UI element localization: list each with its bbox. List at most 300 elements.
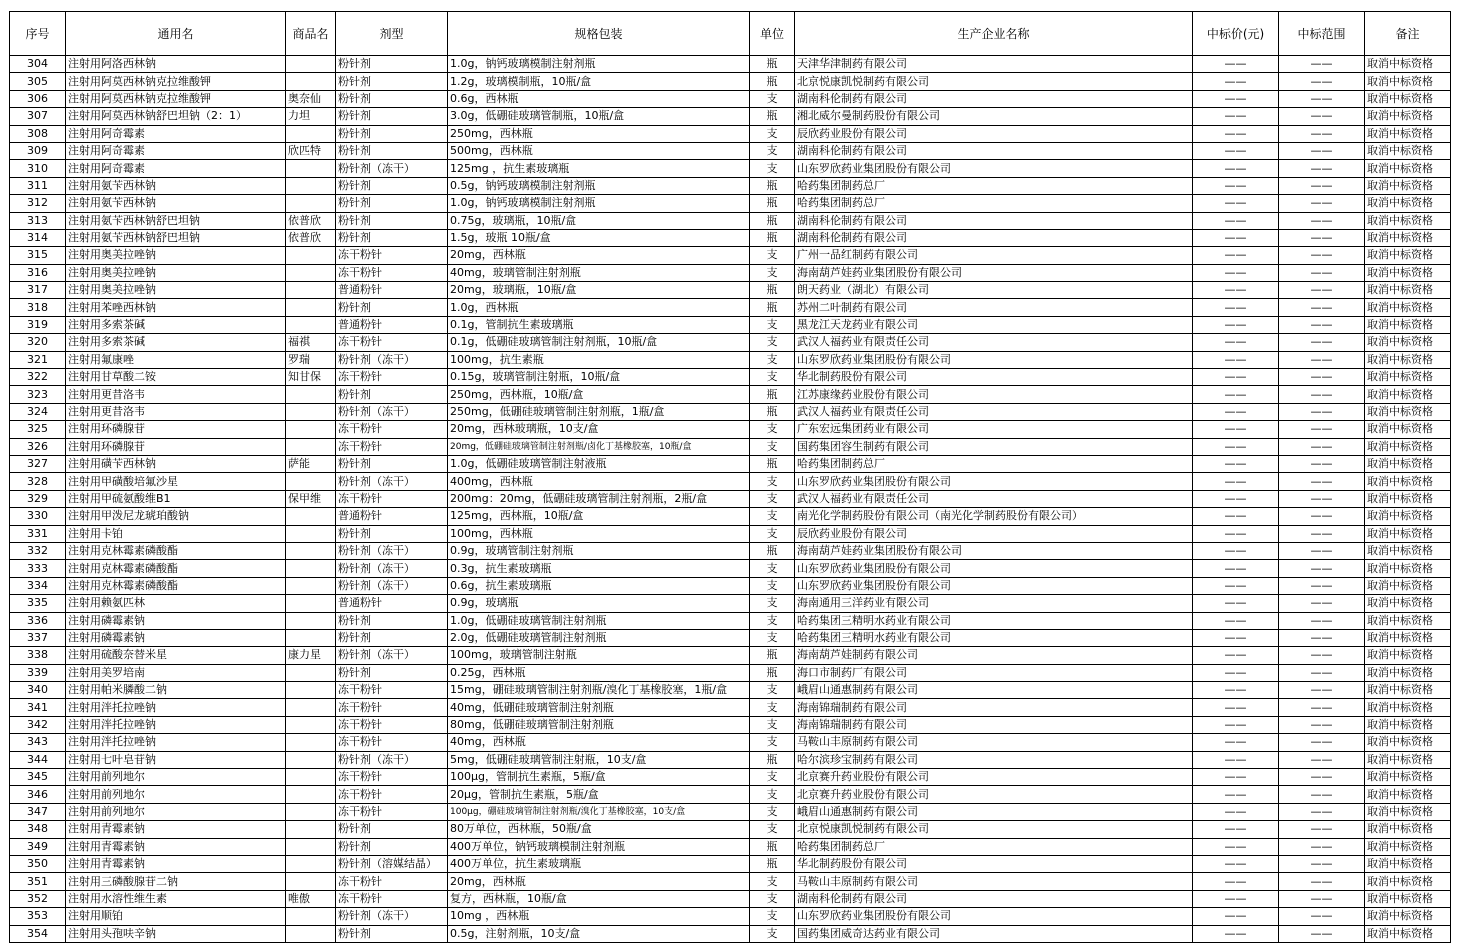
cell-bid-price: —— xyxy=(1193,612,1279,629)
cell-no: 335 xyxy=(10,595,66,612)
table-row xyxy=(10,716,1451,733)
cell-remark: 取消中标资格 xyxy=(1365,73,1451,90)
cell-remark: 取消中标资格 xyxy=(1365,734,1451,751)
cell-bid-price: —— xyxy=(1193,247,1279,264)
cell-manufacturer: 北京赛升药业股份有限公司 xyxy=(795,769,1193,786)
cell-bid-range: —— xyxy=(1279,629,1365,646)
cell-remark: 取消中标资格 xyxy=(1365,699,1451,716)
cell-no: 307 xyxy=(10,108,66,125)
cell-brand-name xyxy=(286,316,336,333)
cell-bid-range: —— xyxy=(1279,73,1365,90)
cell-remark: 取消中标资格 xyxy=(1365,490,1451,507)
cell-unit: 瓶 xyxy=(750,403,795,420)
cell-generic-name: 注射用磺苄西林钠 xyxy=(66,455,286,472)
cell-specification: 400万单位，抗生素玻璃瓶 xyxy=(448,855,750,872)
cell-manufacturer: 华北制药股份有限公司 xyxy=(795,369,1193,386)
cell-unit: 支 xyxy=(750,734,795,751)
cell-brand-name xyxy=(286,299,336,316)
cell-bid-price: —— xyxy=(1193,769,1279,786)
cell-dosage-form: 冻干粉针 xyxy=(336,769,448,786)
cell-manufacturer: 山东罗欣药业集团股份有限公司 xyxy=(795,351,1193,368)
cell-bid-price: —— xyxy=(1193,890,1279,907)
cell-no: 350 xyxy=(10,855,66,872)
table-row xyxy=(10,229,1451,246)
cell-manufacturer: 湖南科伦制药有限公司 xyxy=(795,142,1193,159)
table-row xyxy=(10,56,1451,73)
cell-no: 346 xyxy=(10,786,66,803)
cell-manufacturer: 广东宏远集团药业有限公司 xyxy=(795,421,1193,438)
cell-remark: 取消中标资格 xyxy=(1365,664,1451,681)
cell-dosage-form: 粉针剂（冻干） xyxy=(336,560,448,577)
cell-no: 321 xyxy=(10,351,66,368)
cell-remark: 取消中标资格 xyxy=(1365,299,1451,316)
cell-specification: 0.6g，西林瓶 xyxy=(448,90,750,107)
cell-remark: 取消中标资格 xyxy=(1365,421,1451,438)
cell-bid-range: —— xyxy=(1279,647,1365,664)
cell-manufacturer: 山东罗欣药业集团股份有限公司 xyxy=(795,908,1193,925)
cell-generic-name: 注射用环磷腺苷 xyxy=(66,421,286,438)
table-row xyxy=(10,664,1451,681)
cell-specification: 20mg，西林玻璃瓶，10支/盒 xyxy=(448,421,750,438)
cell-specification: 125mg ，抗生素玻璃瓶 xyxy=(448,160,750,177)
cell-remark: 取消中标资格 xyxy=(1365,508,1451,525)
cell-specification: 400万单位，钠钙玻璃模制注射剂瓶 xyxy=(448,838,750,855)
cell-dosage-form: 粉针剂 xyxy=(336,299,448,316)
cell-unit: 支 xyxy=(750,873,795,890)
cell-generic-name: 注射用克林霉素磷酸酯 xyxy=(66,577,286,594)
cell-manufacturer: 湖南科伦制药有限公司 xyxy=(795,90,1193,107)
cell-no: 349 xyxy=(10,838,66,855)
cell-dosage-form: 冻干粉针 xyxy=(336,247,448,264)
cell-specification: 复方，西林瓶，10瓶/盒 xyxy=(448,890,750,907)
cell-dosage-form: 冻干粉针 xyxy=(336,682,448,699)
cell-generic-name: 注射用克林霉素磷酸酯 xyxy=(66,560,286,577)
cell-dosage-form: 粉针剂（冻干） xyxy=(336,403,448,420)
cell-manufacturer: 朗天药业（湖北）有限公司 xyxy=(795,282,1193,299)
cell-generic-name: 注射用磷霉素钠 xyxy=(66,612,286,629)
cell-dosage-form: 粉针剂 xyxy=(336,838,448,855)
cell-brand-name xyxy=(286,438,336,455)
cell-specification: 1.2g，玻璃模制瓶，10瓶/盒 xyxy=(448,73,750,90)
cell-dosage-form: 粉针剂（冻干） xyxy=(336,577,448,594)
cell-manufacturer: 哈药集团制药总厂 xyxy=(795,177,1193,194)
cell-bid-price: —— xyxy=(1193,403,1279,420)
cell-manufacturer: 国药集团威奇达药业有限公司 xyxy=(795,925,1193,942)
cell-specification: 0.5g，钠钙玻璃模制注射剂瓶 xyxy=(448,177,750,194)
cell-unit: 支 xyxy=(750,682,795,699)
header-no: 序号 xyxy=(10,12,66,56)
cell-dosage-form: 粉针剂（冻干） xyxy=(336,751,448,768)
cell-brand-name xyxy=(286,577,336,594)
cell-brand-name xyxy=(286,838,336,855)
cell-specification: 100mg，玻璃管制注射瓶 xyxy=(448,647,750,664)
cell-generic-name: 注射用甘草酸二铵 xyxy=(66,369,286,386)
cell-generic-name: 注射用奥美拉唑钠 xyxy=(66,247,286,264)
cell-generic-name: 注射用阿洛西林钠 xyxy=(66,56,286,73)
cell-bid-price: —— xyxy=(1193,490,1279,507)
cell-bid-range: —— xyxy=(1279,716,1365,733)
cell-brand-name xyxy=(286,873,336,890)
cell-specification: 0.9g，玻璃管制注射剂瓶 xyxy=(448,542,750,559)
cell-bid-range: —— xyxy=(1279,838,1365,855)
cell-bid-range: —— xyxy=(1279,751,1365,768)
cell-unit: 支 xyxy=(750,490,795,507)
cell-remark: 取消中标资格 xyxy=(1365,90,1451,107)
cell-bid-range: —— xyxy=(1279,873,1365,890)
cell-remark: 取消中标资格 xyxy=(1365,316,1451,333)
cell-brand-name xyxy=(286,560,336,577)
cell-unit: 支 xyxy=(750,803,795,820)
cell-remark: 取消中标资格 xyxy=(1365,612,1451,629)
cell-bid-price: —— xyxy=(1193,699,1279,716)
cell-remark: 取消中标资格 xyxy=(1365,386,1451,403)
header-bid-price: 中标价(元) xyxy=(1193,12,1279,56)
cell-unit: 支 xyxy=(750,560,795,577)
cell-bid-range: —— xyxy=(1279,316,1365,333)
cell-brand-name xyxy=(286,786,336,803)
cell-specification: 40mg，玻璃管制注射剂瓶 xyxy=(448,264,750,281)
cell-no: 319 xyxy=(10,316,66,333)
table-row xyxy=(10,803,1451,820)
cell-generic-name: 注射用甲硫氨酸维B1 xyxy=(66,490,286,507)
table-row xyxy=(10,508,1451,525)
cell-generic-name: 注射用更昔洛韦 xyxy=(66,386,286,403)
cell-bid-price: —— xyxy=(1193,908,1279,925)
cell-brand-name xyxy=(286,803,336,820)
cell-bid-price: —— xyxy=(1193,838,1279,855)
cell-generic-name: 注射用环磷腺苷 xyxy=(66,438,286,455)
cell-unit: 支 xyxy=(750,125,795,142)
cell-dosage-form: 普通粉针 xyxy=(336,595,448,612)
cell-dosage-form: 粉针剂（冻干） xyxy=(336,160,448,177)
cell-unit: 瓶 xyxy=(750,108,795,125)
cell-bid-price: —— xyxy=(1193,716,1279,733)
cell-dosage-form: 粉针剂 xyxy=(336,664,448,681)
table-row xyxy=(10,525,1451,542)
cell-manufacturer: 海南葫芦娃制药有限公司 xyxy=(795,647,1193,664)
cell-generic-name: 注射用克林霉素磷酸酯 xyxy=(66,542,286,559)
cell-brand-name: 萨能 xyxy=(286,455,336,472)
cell-generic-name: 注射用阿奇霉素 xyxy=(66,160,286,177)
cell-no: 323 xyxy=(10,386,66,403)
cell-manufacturer: 山东罗欣药业集团股份有限公司 xyxy=(795,473,1193,490)
cell-manufacturer: 哈药集团三精明水药业有限公司 xyxy=(795,629,1193,646)
cell-specification: 80mg，低硼硅玻璃管制注射剂瓶 xyxy=(448,716,750,733)
cell-bid-price: —— xyxy=(1193,682,1279,699)
table-row xyxy=(10,560,1451,577)
cell-manufacturer: 海南锦瑞制药有限公司 xyxy=(795,716,1193,733)
cell-manufacturer: 国药集团容生制药有限公司 xyxy=(795,438,1193,455)
cell-no: 354 xyxy=(10,925,66,942)
cell-remark: 取消中标资格 xyxy=(1365,264,1451,281)
cell-remark: 取消中标资格 xyxy=(1365,751,1451,768)
cell-unit: 瓶 xyxy=(750,664,795,681)
cell-brand-name xyxy=(286,282,336,299)
cell-bid-range: —— xyxy=(1279,369,1365,386)
cell-bid-price: —— xyxy=(1193,316,1279,333)
cell-bid-price: —— xyxy=(1193,160,1279,177)
header-remark: 备注 xyxy=(1365,12,1451,56)
cell-bid-range: —— xyxy=(1279,299,1365,316)
cell-remark: 取消中标资格 xyxy=(1365,855,1451,872)
cell-remark: 取消中标资格 xyxy=(1365,682,1451,699)
cell-bid-price: —— xyxy=(1193,855,1279,872)
cell-manufacturer: 北京赛升药业股份有限公司 xyxy=(795,786,1193,803)
cell-brand-name: 依普欣 xyxy=(286,212,336,229)
table-row xyxy=(10,821,1451,838)
cell-generic-name: 注射用前列地尔 xyxy=(66,769,286,786)
cell-manufacturer: 辰欣药业股份有限公司 xyxy=(795,525,1193,542)
cell-specification: 1.0g，低硼硅玻璃管制注射液瓶 xyxy=(448,455,750,472)
cell-specification: 1.0g，钠钙玻璃模制注射剂瓶 xyxy=(448,56,750,73)
cell-bid-range: —— xyxy=(1279,595,1365,612)
cell-remark: 取消中标资格 xyxy=(1365,647,1451,664)
cell-remark: 取消中标资格 xyxy=(1365,473,1451,490)
cell-dosage-form: 冻干粉针 xyxy=(336,803,448,820)
cell-remark: 取消中标资格 xyxy=(1365,803,1451,820)
cell-manufacturer: 湖南科伦制药有限公司 xyxy=(795,890,1193,907)
cell-manufacturer: 山东罗欣药业集团股份有限公司 xyxy=(795,577,1193,594)
cell-dosage-form: 粉针剂（冻干） xyxy=(336,542,448,559)
cell-manufacturer: 湖南科伦制药有限公司 xyxy=(795,212,1193,229)
table-row xyxy=(10,438,1451,455)
cell-generic-name: 注射用硫酸奈替米星 xyxy=(66,647,286,664)
cell-unit: 瓶 xyxy=(750,229,795,246)
cell-generic-name: 注射用阿莫西林钠克拉维酸钾 xyxy=(66,73,286,90)
cell-unit: 瓶 xyxy=(750,647,795,664)
cell-no: 341 xyxy=(10,699,66,716)
table-row xyxy=(10,108,1451,125)
cell-brand-name xyxy=(286,682,336,699)
cell-bid-range: —— xyxy=(1279,160,1365,177)
cell-dosage-form: 粉针剂 xyxy=(336,386,448,403)
cell-specification: 0.1g，低硼硅玻璃管制注射剂瓶，10瓶/盒 xyxy=(448,334,750,351)
cell-bid-price: —— xyxy=(1193,142,1279,159)
cell-bid-price: —— xyxy=(1193,229,1279,246)
table-row xyxy=(10,769,1451,786)
cell-unit: 瓶 xyxy=(750,838,795,855)
cell-bid-range: —— xyxy=(1279,264,1365,281)
cell-remark: 取消中标资格 xyxy=(1365,908,1451,925)
table-row xyxy=(10,212,1451,229)
cell-bid-price: —— xyxy=(1193,195,1279,212)
cell-bid-range: —— xyxy=(1279,612,1365,629)
cell-bid-range: —— xyxy=(1279,682,1365,699)
cell-specification: 100mg，抗生素瓶 xyxy=(448,351,750,368)
cell-dosage-form: 粉针剂 xyxy=(336,56,448,73)
cell-dosage-form: 粉针剂 xyxy=(336,108,448,125)
cell-remark: 取消中标资格 xyxy=(1365,403,1451,420)
cell-brand-name xyxy=(286,716,336,733)
cell-specification: 40mg，低硼硅玻璃管制注射剂瓶 xyxy=(448,699,750,716)
cell-remark: 取消中标资格 xyxy=(1365,351,1451,368)
header-specification: 规格包装 xyxy=(448,12,750,56)
cell-generic-name: 注射用七叶皂苷钠 xyxy=(66,751,286,768)
cell-remark: 取消中标资格 xyxy=(1365,229,1451,246)
cell-no: 343 xyxy=(10,734,66,751)
cell-unit: 支 xyxy=(750,595,795,612)
cell-manufacturer: 山东罗欣药业集团股份有限公司 xyxy=(795,160,1193,177)
cell-unit: 支 xyxy=(750,264,795,281)
cell-generic-name: 注射用阿奇霉素 xyxy=(66,125,286,142)
cell-unit: 支 xyxy=(750,821,795,838)
cell-generic-name: 注射用奥美拉唑钠 xyxy=(66,282,286,299)
table-row xyxy=(10,125,1451,142)
cell-remark: 取消中标资格 xyxy=(1365,177,1451,194)
cell-unit: 瓶 xyxy=(750,855,795,872)
cell-specification: 40mg，西林瓶 xyxy=(448,734,750,751)
cell-remark: 取消中标资格 xyxy=(1365,890,1451,907)
cell-bid-range: —— xyxy=(1279,142,1365,159)
table-row xyxy=(10,264,1451,281)
cell-unit: 瓶 xyxy=(750,299,795,316)
cell-bid-price: —— xyxy=(1193,629,1279,646)
table-row xyxy=(10,612,1451,629)
cell-brand-name xyxy=(286,264,336,281)
cell-brand-name xyxy=(286,542,336,559)
cell-remark: 取消中标资格 xyxy=(1365,212,1451,229)
cell-brand-name: 依普欣 xyxy=(286,229,336,246)
cell-bid-range: —— xyxy=(1279,177,1365,194)
cell-no: 316 xyxy=(10,264,66,281)
cell-generic-name: 注射用氟康唑 xyxy=(66,351,286,368)
cell-remark: 取消中标资格 xyxy=(1365,769,1451,786)
cell-bid-range: —— xyxy=(1279,542,1365,559)
cell-specification: 0.9g，玻璃瓶 xyxy=(448,595,750,612)
cell-remark: 取消中标资格 xyxy=(1365,369,1451,386)
cell-generic-name: 注射用前列地尔 xyxy=(66,786,286,803)
cell-bid-range: —— xyxy=(1279,786,1365,803)
cell-specification: 0.25g，西林瓶 xyxy=(448,664,750,681)
cell-dosage-form: 粉针剂 xyxy=(336,925,448,942)
cell-bid-price: —— xyxy=(1193,438,1279,455)
cell-unit: 支 xyxy=(750,908,795,925)
cell-manufacturer: 武汉人福药业有限责任公司 xyxy=(795,334,1193,351)
cell-specification: 15mg，硼硅玻璃管制注射剂瓶/溴化丁基橡胶塞，1瓶/盒 xyxy=(448,682,750,699)
cell-no: 334 xyxy=(10,577,66,594)
cell-brand-name xyxy=(286,473,336,490)
cell-generic-name: 注射用泮托拉唑钠 xyxy=(66,699,286,716)
cell-unit: 瓶 xyxy=(750,195,795,212)
table-row xyxy=(10,873,1451,890)
cell-specification: 100μg，硼硅玻璃管制注射剂瓶/溴化丁基橡胶塞，10支/盒 xyxy=(448,803,750,820)
cell-remark: 取消中标资格 xyxy=(1365,160,1451,177)
cell-dosage-form: 普通粉针 xyxy=(336,282,448,299)
cell-unit: 瓶 xyxy=(750,177,795,194)
cell-no: 304 xyxy=(10,56,66,73)
cell-remark: 取消中标资格 xyxy=(1365,56,1451,73)
cell-no: 330 xyxy=(10,508,66,525)
cell-no: 309 xyxy=(10,142,66,159)
cell-no: 317 xyxy=(10,282,66,299)
cell-bid-price: —— xyxy=(1193,386,1279,403)
cell-generic-name: 注射用赖氨匹林 xyxy=(66,595,286,612)
cell-manufacturer: 苏州二叶制药有限公司 xyxy=(795,299,1193,316)
cell-specification: 20μg，管制抗生素瓶，5瓶/盒 xyxy=(448,786,750,803)
table-row xyxy=(10,629,1451,646)
cell-manufacturer: 哈尔滨珍宝制药有限公司 xyxy=(795,751,1193,768)
cell-bid-price: —— xyxy=(1193,177,1279,194)
header-dosage-form: 剂型 xyxy=(336,12,448,56)
cell-manufacturer: 天津华津制药有限公司 xyxy=(795,56,1193,73)
cell-specification: 0.15g，玻璃管制注射瓶，10瓶/盒 xyxy=(448,369,750,386)
cell-bid-price: —— xyxy=(1193,299,1279,316)
cell-remark: 取消中标资格 xyxy=(1365,925,1451,942)
cell-dosage-form: 冻干粉针 xyxy=(336,786,448,803)
cell-unit: 支 xyxy=(750,716,795,733)
cell-manufacturer: 哈药集团三精明水药业有限公司 xyxy=(795,612,1193,629)
cell-manufacturer: 海南锦瑞制药有限公司 xyxy=(795,699,1193,716)
cell-brand-name xyxy=(286,247,336,264)
cell-bid-range: —— xyxy=(1279,490,1365,507)
cell-manufacturer: 华北制药股份有限公司 xyxy=(795,855,1193,872)
cell-bid-range: —— xyxy=(1279,890,1365,907)
cell-unit: 支 xyxy=(750,612,795,629)
cell-no: 340 xyxy=(10,682,66,699)
cell-unit: 支 xyxy=(750,786,795,803)
cell-manufacturer: 峨眉山通惠制药有限公司 xyxy=(795,803,1193,820)
cell-bid-price: —— xyxy=(1193,734,1279,751)
cell-specification: 125mg，西林瓶，10瓶/盒 xyxy=(448,508,750,525)
cell-brand-name xyxy=(286,125,336,142)
cell-remark: 取消中标资格 xyxy=(1365,560,1451,577)
cell-brand-name: 保甲维 xyxy=(286,490,336,507)
cell-no: 318 xyxy=(10,299,66,316)
cell-bid-price: —— xyxy=(1193,334,1279,351)
cell-generic-name: 注射用多索茶碱 xyxy=(66,316,286,333)
cell-unit: 瓶 xyxy=(750,56,795,73)
cell-unit: 支 xyxy=(750,629,795,646)
table-row xyxy=(10,90,1451,107)
cell-manufacturer: 湘北威尔曼制药股份有限公司 xyxy=(795,108,1193,125)
cell-bid-range: —— xyxy=(1279,769,1365,786)
header-manufacturer: 生产企业名称 xyxy=(795,12,1193,56)
cell-bid-range: —— xyxy=(1279,473,1365,490)
cell-bid-price: —— xyxy=(1193,108,1279,125)
cell-dosage-form: 冻干粉针 xyxy=(336,890,448,907)
cell-dosage-form: 冻干粉针 xyxy=(336,490,448,507)
cell-dosage-form: 粉针剂 xyxy=(336,90,448,107)
cell-unit: 支 xyxy=(750,142,795,159)
cell-generic-name: 注射用三磷酸腺苷二钠 xyxy=(66,873,286,890)
cell-specification: 3.0g，低硼硅玻璃管制瓶，10瓶/盒 xyxy=(448,108,750,125)
table-row xyxy=(10,490,1451,507)
cell-manufacturer: 辰欣药业股份有限公司 xyxy=(795,125,1193,142)
cell-generic-name: 注射用氨苄西林钠 xyxy=(66,177,286,194)
cell-dosage-form: 冻干粉针 xyxy=(336,421,448,438)
cell-no: 339 xyxy=(10,664,66,681)
cell-no: 351 xyxy=(10,873,66,890)
cell-no: 338 xyxy=(10,647,66,664)
cell-remark: 取消中标资格 xyxy=(1365,142,1451,159)
cell-dosage-form: 粉针剂 xyxy=(336,629,448,646)
cell-specification: 10mg ，西林瓶 xyxy=(448,908,750,925)
cell-unit: 瓶 xyxy=(750,282,795,299)
cell-no: 348 xyxy=(10,821,66,838)
cell-manufacturer: 黑龙江天龙药业有限公司 xyxy=(795,316,1193,333)
cell-dosage-form: 粉针剂 xyxy=(336,525,448,542)
cell-bid-range: —— xyxy=(1279,821,1365,838)
cell-bid-range: —— xyxy=(1279,229,1365,246)
cell-specification: 100mg，西林瓶 xyxy=(448,525,750,542)
cell-dosage-form: 粉针剂（冻干） xyxy=(336,351,448,368)
cell-brand-name: 力坦 xyxy=(286,108,336,125)
cell-bid-price: —— xyxy=(1193,125,1279,142)
cell-generic-name: 注射用青霉素钠 xyxy=(66,821,286,838)
cell-generic-name: 注射用青霉素钠 xyxy=(66,855,286,872)
cell-generic-name: 注射用阿莫西林钠舒巴坦钠（2：1） xyxy=(66,108,286,125)
cell-bid-range: —— xyxy=(1279,699,1365,716)
